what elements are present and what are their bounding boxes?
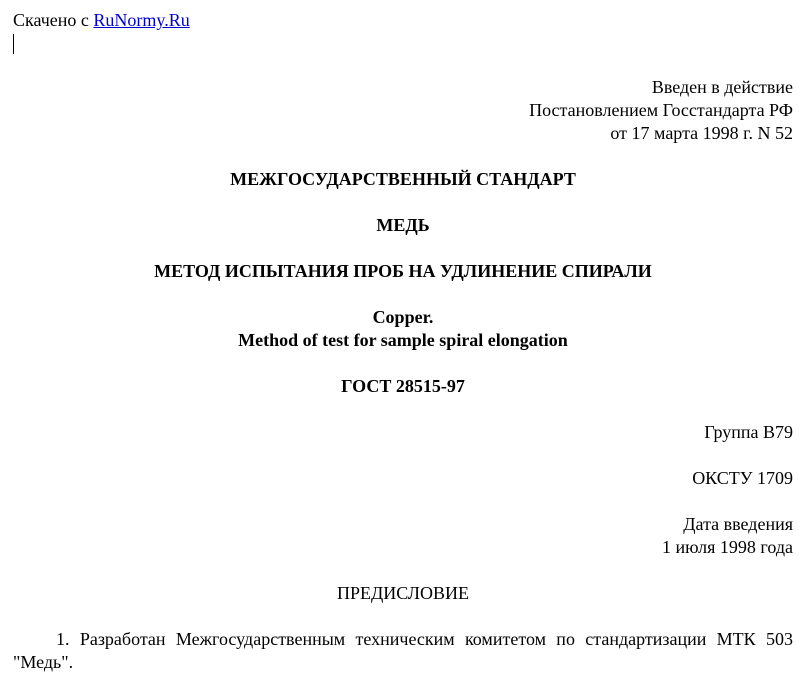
- intro-date-label: Дата введения: [683, 514, 793, 534]
- source-prefix: Скачено с: [13, 10, 94, 30]
- title-ru-1: МЕДЬ: [376, 215, 430, 235]
- oksty-code: ОКСТУ 1709: [692, 468, 793, 488]
- text-caret: [13, 34, 14, 54]
- title-en-2: Method of test for sample spiral elongation: [238, 330, 568, 350]
- gost-number: ГОСТ 28515-97: [341, 376, 465, 396]
- standard-kind: МЕЖГОСУДАРСТВЕННЫЙ СТАНДАРТ: [230, 169, 576, 189]
- intro-date-value: 1 июля 1998 года: [662, 537, 793, 557]
- preface-heading: ПРЕДИСЛОВИЕ: [336, 583, 470, 603]
- group-code: Группа В79: [704, 422, 793, 442]
- approval-line-1: Введен в действие: [651, 77, 793, 97]
- title-ru-2: МЕТОД ИСПЫТАНИЯ ПРОБ НА УДЛИНЕНИЕ СПИРАЛИ: [154, 261, 652, 281]
- title-en-1: Copper.: [372, 307, 434, 327]
- source-link[interactable]: RuNormy.Ru: [93, 10, 190, 30]
- document-page: [13, 9, 793, 674]
- title-en-block: [13, 306, 793, 352]
- preface-paragraph-1: 1. Разработан Межгосударственным техническим комитетом по стандартизации МТК 503 "Медь".: [13, 629, 793, 672]
- approval-line-2: Постановлением Госстандарта РФ: [529, 100, 793, 120]
- source-line: [13, 9, 793, 32]
- approval-line-3: от 17 марта 1998 г. N 52: [610, 123, 793, 143]
- approval-block: [13, 76, 793, 145]
- intro-date-block: [13, 513, 793, 559]
